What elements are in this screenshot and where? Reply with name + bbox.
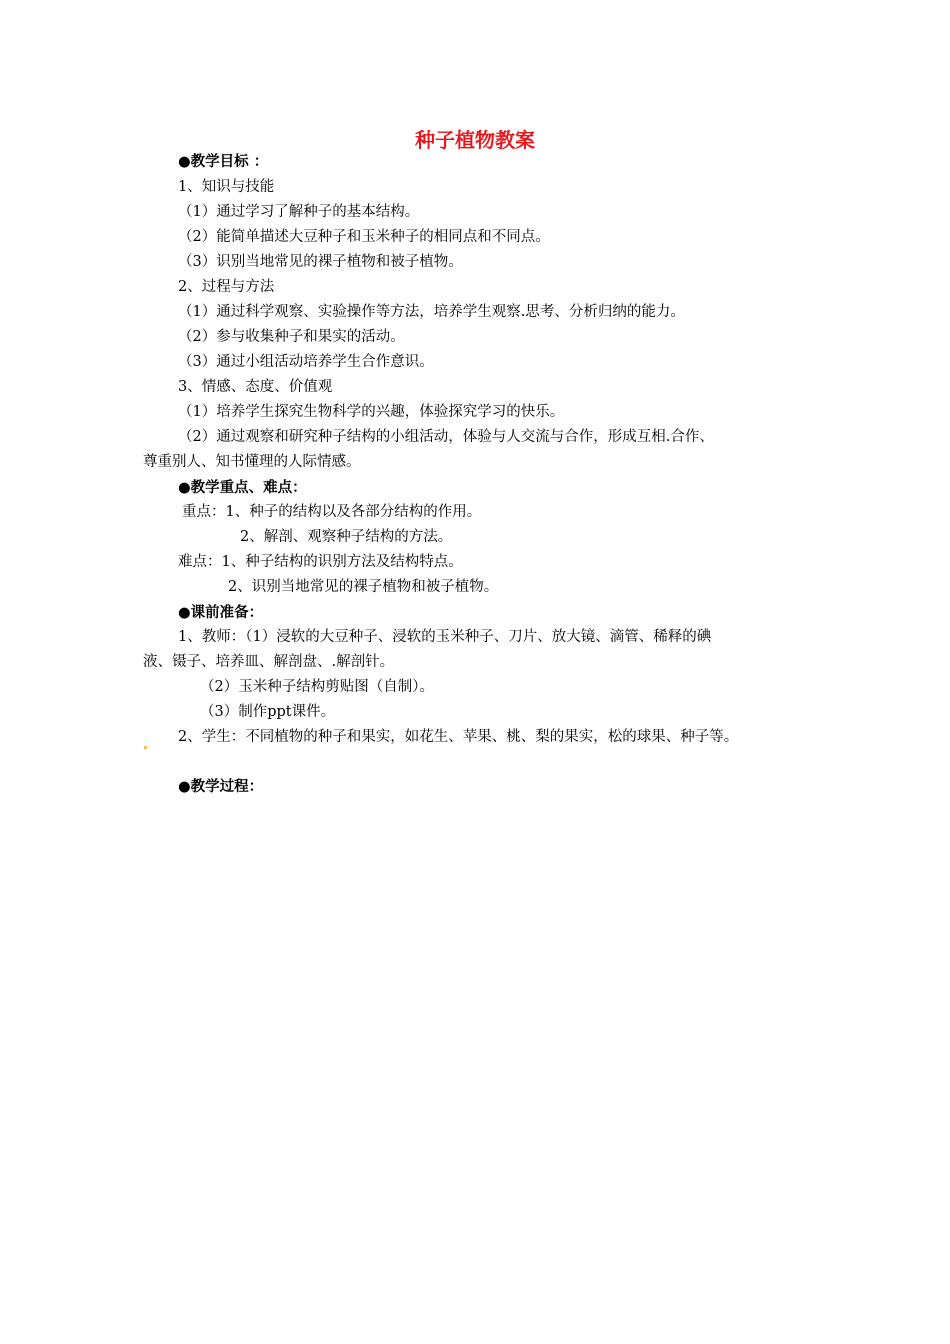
heading-teaching-goals: ●教学目标 ： (178, 154, 269, 170)
prep-teacher: 1、教师：（1）浸软的大豆种子、浸软的玉米种子、刀片、放大镜、滴管、稀释的碘 (178, 629, 712, 645)
goal-2-item-2: （2）参与收集种子和果实的活动。 (178, 329, 405, 345)
goal-3-item-2: （2）通过观察和研究种子结构的小组活动，体验与人交流与合作，形成互相.合作、 (178, 429, 714, 445)
prep-students: 2、学生：不同植物的种子和果实，如花生、苹果、桃、梨的果实，松的球果、种子等。 (178, 729, 739, 745)
heading-preparation: ●课前准备： (178, 605, 264, 621)
goal-1-item-3: （3）识别当地常见的裸子植物和被子植物。 (178, 254, 463, 270)
goal-section-1: 1、知识与技能 (178, 179, 275, 195)
heading-teaching-process: ●教学过程： (178, 779, 264, 795)
goal-section-2: 2、过程与方法 (178, 279, 275, 295)
key-point-1: 重点：1、种子的结构以及各部分结构的作用。 (182, 504, 482, 520)
prep-teacher-continued: 液、镊子、培养皿、解剖盘、.解剖针。 (143, 654, 395, 670)
stray-mark (144, 746, 147, 749)
prep-teacher-item-3: （3）制作ppt课件。 (200, 704, 336, 720)
key-point-2: 2、解剖、观察种子结构的方法。 (240, 529, 453, 545)
document-title: 种子植物教案 (415, 128, 535, 152)
goal-2-item-1: （1）通过科学观察、实验操作等方法，培养学生观察.思考、分析归纳的能力。 (178, 304, 685, 320)
difficult-point-2: 2、识别当地常见的裸子植物和被子植物。 (228, 579, 499, 595)
goal-3-item-2-continued: 尊重别人、知书懂理的人际情感。 (143, 454, 361, 470)
goal-3-item-1: （1）培养学生探究生物科学的兴趣，体验探究学习的快乐。 (178, 404, 565, 420)
difficult-point-1: 难点：1、种子结构的识别方法及结构特点。 (178, 554, 463, 570)
goal-1-item-2: （2）能简单描述大豆种子和玉米种子的相同点和不同点。 (178, 229, 550, 245)
goal-1-item-1: （1）通过学习了解种子的基本结构。 (178, 204, 420, 220)
goal-section-3: 3、情感、态度、价值观 (178, 379, 333, 395)
goal-2-item-3: （3）通过小组活动培养学生合作意识。 (178, 354, 434, 370)
prep-teacher-item-2: （2）玉米种子结构剪贴图（自制）。 (200, 679, 434, 695)
heading-key-points: ●教学重点、难点： (178, 480, 307, 496)
